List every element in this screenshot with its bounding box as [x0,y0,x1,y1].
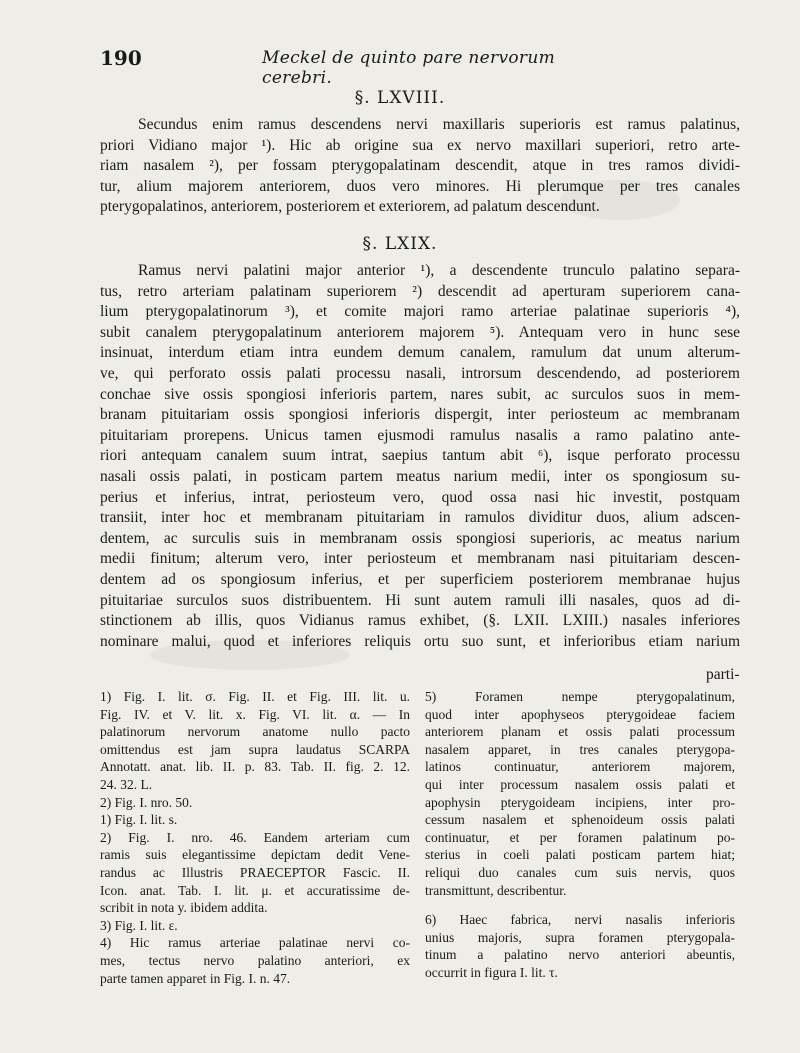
footnote-line: unius majoris, supra foramen pterygopala- [425,929,735,945]
footnote-line: nasalem apparet, in tres canales pterygopa- [425,741,735,757]
section-68-text [100,115,740,218]
footnote-line: 4) Hic ramus arteriae palatinae nervi co- [100,935,410,951]
footnote-gap [425,899,735,911]
text-line: priori Vidiano major ¹). Hic ab origine sua ex nervo maxillari superiori, retro arte- [100,136,740,154]
text-line: pterygopalatinos, anteriorem, posteriorem et exteriorem, ad palatum descendunt. [100,198,600,216]
text-line: stinctionem ab illis, quos Vidianus ramus exhibet, (§. LXII. LXIII.) nasales inferiores [100,612,740,630]
section-69-text [100,261,740,652]
page-number: 190 [100,46,142,70]
footnote-line: 2) Fig. I. nro. 50. [100,794,193,810]
text-line: dentem, ac surculis suis in membranam ossis spongiosi superioris, ac meatus narium [100,529,740,547]
footnote-line: qui inter processum nasalem ossis palati et [425,776,735,792]
catchword: parti- [706,666,740,683]
footnote-line: mes, tectus nervo palatino anteriori, ex [100,952,410,968]
footnote-line: 24. 32. L. [100,776,153,792]
footnotes-right-column [425,688,735,982]
footnote-line: 6) Haec fabrica, nervi nasalis inferioris [425,912,735,928]
footnote-line: latinos continuatur, anteriorem majorem, [425,759,735,775]
text-line: Ramus nervi palatini major anterior ¹), a descendente trunculo palatino separa- [138,262,740,279]
footnote-line: tinum a palatino nervo anteriori abeuntis, [425,947,735,963]
text-line: perius et inferius, intrat, periosteum vero, quod ossa nasi hic investit, postquam [100,488,740,506]
section-heading-69: §. LXIX. [362,234,438,254]
footnote-line: omittendus est jam supra laudatus SCARPA [100,741,410,757]
text-line: riori antequam canalem suum intrat, saepius tantum abit ⁶), isque perforato processu [100,447,740,465]
footnote-line: cessum nasalem et sphenoideum ossis palati [425,812,735,828]
text-line: branam pituitariam ossis spongiosi inferioris dispergit, inter periosteum ac membranam [100,406,740,424]
footnote-line: Icon. anat. Tab. I. lit. μ. et accuratissime de- [100,882,410,898]
footnote-line: Annotatt. anat. lib. II. p. 83. Tab. II. fig. 2. 12. [100,759,410,775]
footnote-line: 5) Foramen nempe pterygopalatinum, [425,689,735,704]
footnote-line: continuatur, et per foramen palatinum po- [425,829,735,845]
text-line: dentem ad os spongiosum inferius, et per superficiem posteriorem membranae hujus [100,570,740,588]
text-line: pituitariae surculos suos distribuentem. Hi sunt autem ramuli illi nasales, quos ad di- [100,591,740,609]
footnote-line: 1) Fig. I. lit. s. [100,812,178,828]
footnote-line: parte tamen apparet in Fig. I. n. 47. [100,970,291,986]
text-line: nasali ossis palati, in posticam partem meatus narium medii, inter os spongiosum su- [100,467,740,485]
footnote-line: quod inter apophyseos pterygoideae faciem [425,706,735,722]
text-line: ve, qui perforato ossis palati processu nasali, introrsum descendendo, ad posteriorem [100,364,740,382]
page-header [100,46,600,88]
footnote-line: transmittunt, describentur. [425,882,567,898]
text-line: lium pterygopalatinorum ³), et comite majori ramo arteriae palatinae superioris ⁴), [100,303,740,321]
text-line: tur, alium majorem anteriorem, duos vero minores. Hi plerumque per tres canales [100,177,740,195]
text-line: pituitariam prorepens. Unicus tamen ejusmodi ramulus nasalis a ramo palatino ante- [100,426,740,444]
footnote-line: reliqui duo canales cum suis nervis, quos [425,864,735,880]
footnote-line: 3) Fig. I. lit. ε. [100,917,178,933]
footnote-line: apophysin pterygoideam incipiens, inter pro- [425,794,735,810]
footnote-line: 1) Fig. I. lit. σ. Fig. II. et Fig. III. lit. u. [100,689,410,704]
text-line: Secundus enim ramus descendens nervi maxillaris superioris est ramus palatinus, [138,116,740,133]
footnote-line: 2) Fig. I. nro. 46. Eandem arteriam cum [100,829,410,845]
text-line: medii finitum; alterum vero, inter periosteum et membranam nasi pituitariam descen- [100,550,740,568]
text-line: tus, retro arteriam palatinam superiorem ²) descendit ad aperturam superiorem cana- [100,282,740,300]
footnote-line: Fig. IV. et V. lit. x. Fig. VI. lit. α. — In [100,706,410,722]
footnotes-left-column [100,688,410,987]
footnote-line: palatinorum nervorum anatome nullo pacto [100,724,410,740]
text-line: riam nasalem ²), per fossam pterygopalatinam descendit, atque in tres ramos dividi- [100,157,740,175]
section-heading-68: §. LXVIII. [354,88,446,108]
footnote-line: ramis suis elegantissime depictam dedit Vene- [100,847,410,863]
text-line: subit canalem pterygopalatinum anteriorem majorem ⁵). Antequam vero in hunc sese [100,323,740,341]
text-line: nominare malui, quod et inferiores reliquis ortu suo sunt, et inferioribus etiam narium [100,632,740,650]
footnote-line: occurrit in figura I. lit. τ. [425,964,558,980]
running-title: Meckel de quinto pare nervorum cerebri. [262,48,556,88]
footnote-line: sterius in coeli palati posticam partem hiat; [425,847,735,863]
text-line: insinuat, interdum etiam intra eundem demum canalem, ramulum dat unum alterum- [100,344,740,362]
footnote-line: scribit in nota y. ibidem addita. [100,900,268,916]
text-line: transiit, inter hoc et membranam pituitariam in ramulos dividitur duos, alium adscen- [100,509,740,527]
footnote-line: randus ac Illustris PRAECEPTOR Fascic. II. [100,864,410,880]
text-line: conchae sive ossis spongiosi inferioris partem, nares subit, ac surculos suos in mem- [100,385,740,403]
footnote-line: anteriorem planam et ossis palati processum [425,724,735,740]
